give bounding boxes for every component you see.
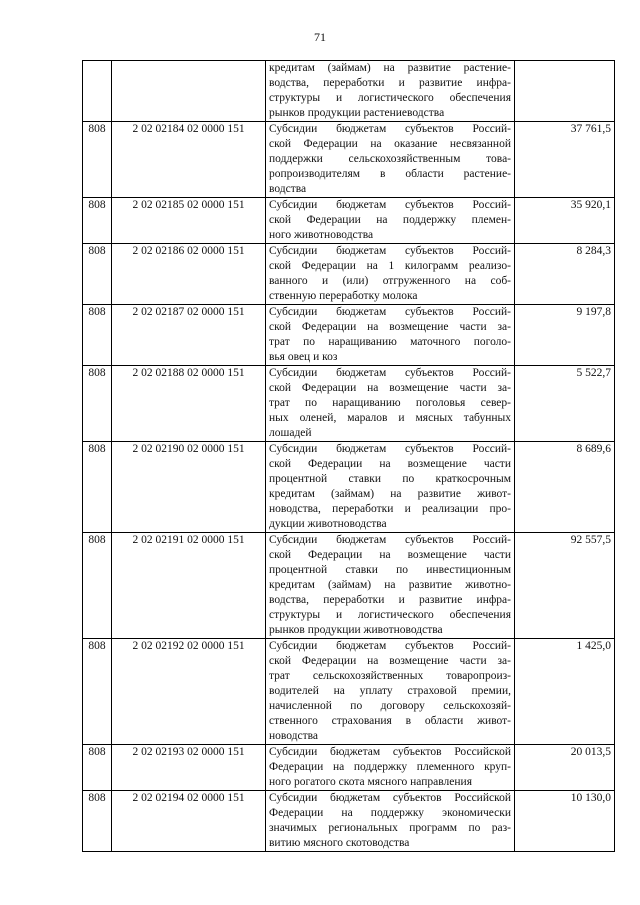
budget-code-cell: 2 02 02194 02 0000 151 <box>112 791 266 852</box>
description-line: ской Федерации на возмещение части за- <box>269 382 511 394</box>
description-line: Субсидии бюджетам субъектов Россий- <box>269 640 511 652</box>
description-line: ного животноводства <box>269 229 374 241</box>
description-line: ской Федерации на поддержку племен- <box>269 214 511 226</box>
description-line: новодства <box>269 730 319 742</box>
description-line: трат по наращиванию поголовья север- <box>269 397 511 409</box>
amount-cell: 35 920,1 <box>515 198 615 244</box>
description-cell <box>266 305 515 366</box>
description-line: рынков продукции растениеводства <box>269 107 445 119</box>
table-row <box>83 198 615 244</box>
description-line: ропроизводителям в области растение- <box>269 168 511 180</box>
admin-code-cell <box>83 61 112 122</box>
amount-cell <box>515 61 615 122</box>
description-line: Субсидии бюджетам субъектов Российской <box>269 746 511 758</box>
description-line: Субсидии бюджетам субъектов Россий- <box>269 443 511 455</box>
description-line: Федерации на поддержку племенного круп- <box>269 761 511 773</box>
description-line: структуры и логистического обеспечения <box>269 92 511 104</box>
amount-cell: 1 425,0 <box>515 639 615 745</box>
table-row <box>83 533 615 639</box>
description-line: Субсидии бюджетам субъектов Россий- <box>269 367 511 379</box>
description-cell <box>266 244 515 305</box>
amount-cell: 10 130,0 <box>515 791 615 852</box>
table-row <box>83 244 615 305</box>
description-line: ванного и (или) отгруженного на соб- <box>269 275 511 287</box>
amount-cell: 9 197,8 <box>515 305 615 366</box>
table-row <box>83 305 615 366</box>
budget-code-cell: 2 02 02191 02 0000 151 <box>112 533 266 639</box>
budget-code-cell <box>112 61 266 122</box>
description-line: ской Федерации на возмещение части <box>269 458 511 470</box>
description-cell <box>266 198 515 244</box>
page-number: 71 <box>314 30 326 44</box>
budget-code-cell: 2 02 02192 02 0000 151 <box>112 639 266 745</box>
description-line: значимых региональных программ по раз- <box>269 822 511 834</box>
description-cell <box>266 533 515 639</box>
description-line: вья овец и коз <box>269 351 338 363</box>
description-line: ных оленей, маралов и мясных табунных <box>269 412 511 424</box>
description-line: процентной ставки по краткосрочным <box>269 473 511 485</box>
description-line: водства, переработки и развитие инфра- <box>269 77 511 89</box>
description-cell <box>266 366 515 442</box>
description-line: трат по наращиванию маточного поголо- <box>269 336 511 348</box>
amount-cell: 8 284,3 <box>515 244 615 305</box>
table-row <box>83 366 615 442</box>
admin-code-cell: 808 <box>83 122 112 198</box>
description-line: витию мясного скотоводства <box>269 837 410 849</box>
description-line: структуры и логистического обеспечения <box>269 609 511 621</box>
budget-code-cell: 2 02 02190 02 0000 151 <box>112 442 266 533</box>
description-line: ного рогатого скота мясного направления <box>269 776 472 788</box>
description-line: ской Федерации на оказание несвязанной <box>269 138 511 150</box>
admin-code-cell: 808 <box>83 745 112 791</box>
description-line: водства <box>269 183 307 195</box>
description-line: ской Федерации на 1 килограмм реализо- <box>269 260 511 272</box>
admin-code-cell: 808 <box>83 533 112 639</box>
amount-cell: 8 689,6 <box>515 442 615 533</box>
description-line: Субсидии бюджетам субъектов Россий- <box>269 123 511 135</box>
admin-code-cell: 808 <box>83 198 112 244</box>
description-line: ской Федерации на возмещение части за- <box>269 655 511 667</box>
table-body <box>83 61 615 852</box>
table-row <box>83 745 615 791</box>
description-cell <box>266 791 515 852</box>
description-line: дукции животноводства <box>269 518 387 530</box>
table-row <box>83 791 615 852</box>
admin-code-cell: 808 <box>83 442 112 533</box>
description-line: водства, переработки и развитие инфра- <box>269 594 511 606</box>
amount-cell: 20 013,5 <box>515 745 615 791</box>
budget-code-cell: 2 02 02186 02 0000 151 <box>112 244 266 305</box>
amount-cell: 5 522,7 <box>515 366 615 442</box>
description-line: рынков продукции животноводства <box>269 624 443 636</box>
budget-code-cell: 2 02 02188 02 0000 151 <box>112 366 266 442</box>
description-line: начисленной по договору сельскохозяй- <box>269 700 511 712</box>
table-row <box>83 442 615 533</box>
amount-cell: 37 761,5 <box>515 122 615 198</box>
description-line: ственную переработку молока <box>269 290 418 302</box>
description-cell <box>266 442 515 533</box>
description-line: Субсидии бюджетам субъектов Россий- <box>269 245 511 257</box>
amount-cell: 92 557,5 <box>515 533 615 639</box>
description-line: ственного страхования в области живот- <box>269 715 511 727</box>
description-line: ской Федерации на возмещение части за- <box>269 321 511 333</box>
table-row <box>83 61 615 122</box>
table-row <box>83 639 615 745</box>
description-line: Федерации на поддержку экономически <box>269 807 511 819</box>
description-line: Субсидии бюджетам субъектов Россий- <box>269 534 511 546</box>
description-line: Субсидии бюджетам субъектов Россий- <box>269 306 511 318</box>
admin-code-cell: 808 <box>83 305 112 366</box>
description-line: кредитам (займам) на развитие животно- <box>269 579 511 591</box>
description-line: кредитам (займам) на развитие растение- <box>269 62 511 74</box>
admin-code-cell: 808 <box>83 366 112 442</box>
budget-code-cell: 2 02 02184 02 0000 151 <box>112 122 266 198</box>
admin-code-cell: 808 <box>83 244 112 305</box>
description-line: Субсидии бюджетам субъектов Россий- <box>269 199 511 211</box>
description-line: ской Федерации на возмещение части <box>269 549 511 561</box>
description-line: кредитам (займам) на развитие живот- <box>269 488 511 500</box>
description-cell <box>266 639 515 745</box>
description-line: Субсидии бюджетам субъектов Российской <box>269 792 511 804</box>
description-line: водителей на уплату страховой премии, <box>269 685 511 697</box>
budget-code-cell: 2 02 02187 02 0000 151 <box>112 305 266 366</box>
description-cell <box>266 122 515 198</box>
description-line: новодства, переработки и реализации про- <box>269 503 511 515</box>
description-line: трат сельскохозяйственных товаропроиз- <box>269 670 511 682</box>
description-cell <box>266 745 515 791</box>
description-line: лошадей <box>269 427 312 439</box>
budget-code-cell: 2 02 02185 02 0000 151 <box>112 198 266 244</box>
budget-code-cell: 2 02 02193 02 0000 151 <box>112 745 266 791</box>
admin-code-cell: 808 <box>83 791 112 852</box>
description-cell <box>266 61 515 122</box>
table-row <box>83 122 615 198</box>
description-line: поддержки сельскохозяйственным това- <box>269 153 511 165</box>
admin-code-cell: 808 <box>83 639 112 745</box>
budget-revenue-table <box>82 60 615 852</box>
description-line: процентной ставки по инвестиционным <box>269 564 511 576</box>
